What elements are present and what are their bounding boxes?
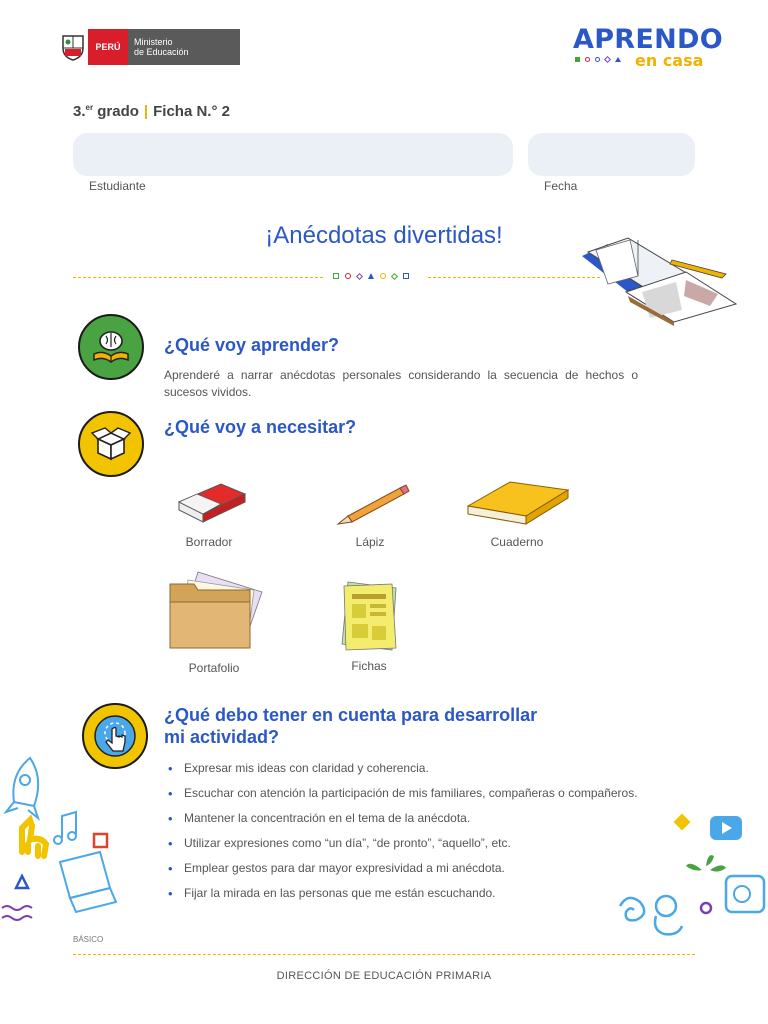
list-item: • Mantener la concentración en el tema de la anécdota. [168,810,638,827]
laptop-icon [60,852,116,912]
date-label: Fecha [544,179,578,193]
llama-icon [22,820,46,856]
plant-icon [686,855,726,871]
ministry-logo [58,29,240,65]
right-decorations [606,810,768,950]
eraser-icon [169,476,249,526]
date-field[interactable] [528,133,695,176]
grade-separator: | [143,103,149,120]
coat-of-arms-icon [58,29,88,65]
material-folder [162,570,266,675]
section-learn-title: ¿Qué voy aprender? [164,335,340,355]
section-consider-title [164,704,644,748]
title-divider-left [73,277,323,278]
page-title: ¡Anécdotas divertidas! [265,222,503,249]
diamond-shape [674,814,691,831]
footer-direction: DIRECCIÓN DE EDUCACIÓN PRIMARIA [276,970,492,982]
triangle-shape [16,876,28,888]
section-consider-title-line2: mi actividad? [164,727,280,747]
sheet-number: Ficha N.° 2 [153,103,230,120]
ministry-line2: de Educación [134,47,189,57]
folder-icon [164,570,264,652]
section-need-title: ¿Qué voy a necesitar? [164,417,357,437]
list-item: • Emplear gestos para dar mayor expresividad a mi anécdota. [168,860,638,877]
open-box-icon [78,411,144,477]
grade-sup: er [85,103,94,112]
notebook-icon [464,476,570,526]
list-item: • Utilizar expresiones como “un día”, “de pronto”, “aquello”, etc. [168,835,638,852]
peru-label: PERÚ [88,29,128,65]
aprendo-en-casa-logo [573,24,723,70]
ministry-line1: Ministerio [134,37,173,47]
pencil-label: Lápiz [355,535,385,549]
consider-list [168,760,638,902]
notebook-label: Cuaderno [490,535,544,549]
music-note-icon [54,812,76,844]
video-play-icon [710,816,742,840]
ministry-label [128,29,240,65]
material-notebook [462,476,572,549]
list-item: • Escuchar con atención la participación de mis familiares, compañeras o compañeros. [168,785,638,802]
section-learn-text: Aprenderé a narrar anécdotas personales considerando la secuencia de hechos o sucesos vividos. [164,368,638,399]
eraser-label: Borrador [185,535,233,549]
material-eraser [165,476,253,549]
left-decorations [0,752,140,932]
brand-main: APRENDO [573,24,723,55]
level-label: BÁSICO [73,935,104,944]
circle-shape [701,903,711,913]
books-illustration [578,234,738,326]
brain-book-icon [78,314,144,380]
brand-dots [575,57,621,62]
grade-word: grado [97,103,139,120]
grade-line [73,103,230,120]
wave-lines [2,906,32,920]
square-shape [94,834,107,847]
material-worksheets [328,578,410,673]
monkey-icon [620,896,682,934]
grade-number: 3. [73,103,86,120]
student-label: Estudiante [89,179,146,193]
worksheets-icon [334,578,404,654]
student-name-field[interactable] [73,133,513,176]
rocket-icon [6,758,38,818]
divider-dots [333,273,409,279]
material-pencil [326,476,414,549]
list-item: • Expresar mis ideas con claridad y coherencia. [168,760,638,777]
radio-icon [726,876,764,912]
brand-sub: en casa [635,51,704,70]
worksheets-label: Fichas [351,659,387,673]
list-item: • Fijar la mirada en las personas que me están escuchando. [168,885,638,902]
footer-divider [73,954,695,955]
title-divider-right [428,277,600,278]
section-consider-title-line1: ¿Qué debo tener en cuenta para desarrollar [164,705,538,725]
folder-label: Portafolio [188,661,240,675]
pencil-icon [330,476,410,526]
